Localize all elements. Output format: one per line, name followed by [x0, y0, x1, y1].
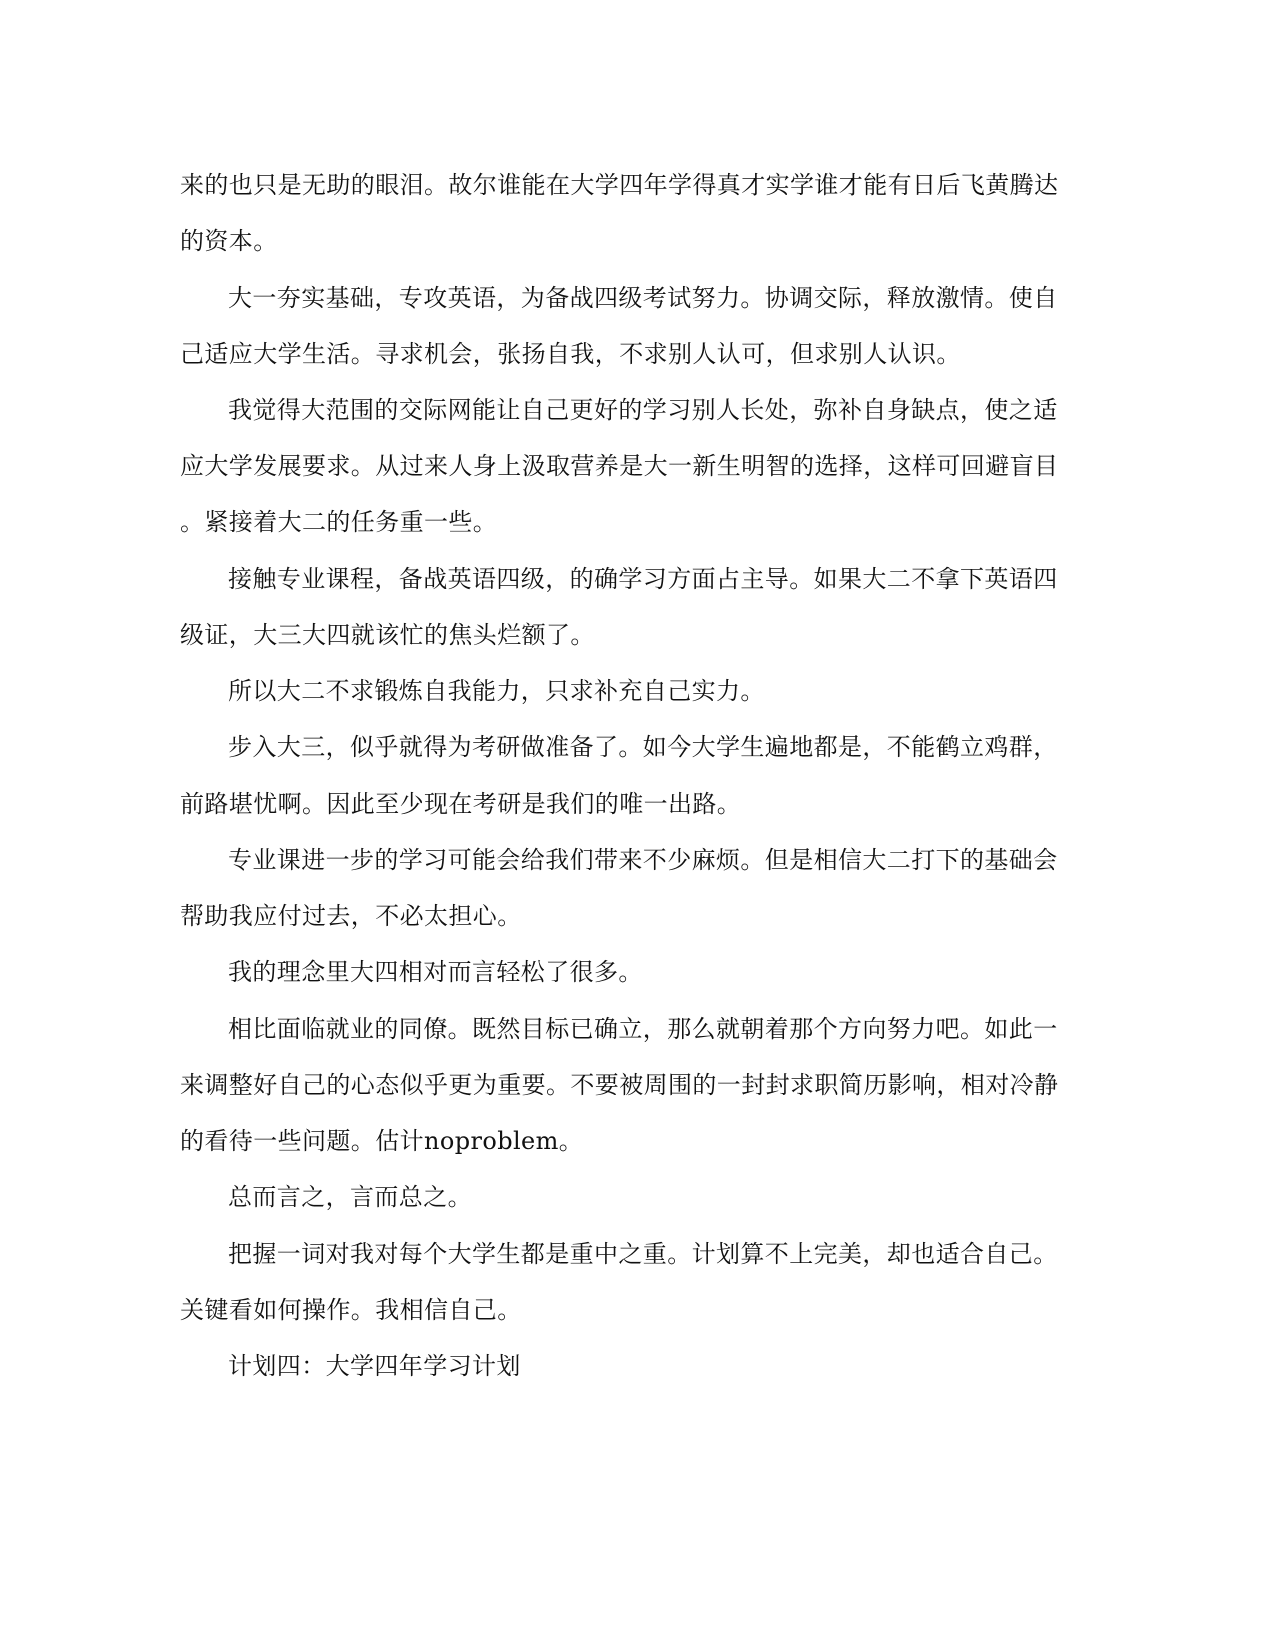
paragraph-start: 我觉得大范围的交际网能让自己更好的学习别人长处，弥补自身缺点，使之适	[228, 396, 1058, 424]
paragraph-start: 大一夯实基础，专攻英语，为备战四级考试努力。协调交际，释放激情。使自	[228, 284, 1058, 312]
text-line: 级证，大三大四就该忙的焦头烂额了。	[180, 621, 595, 649]
text-line: 的看待一些问题。估计noproblem。	[180, 1127, 584, 1155]
paragraph-start: 专业课进一步的学习可能会给我们带来不少麻烦。但是相信大二打下的基础会	[228, 846, 1058, 874]
paragraph-start: 我的理念里大四相对而言轻松了很多。	[228, 958, 643, 986]
section-heading: 计划四：大学四年学习计划	[228, 1352, 521, 1380]
paragraph-start: 总而言之，言而总之。	[228, 1183, 472, 1211]
text-line: 前路堪忧啊。因此至少现在考研是我们的唯一出路。	[180, 790, 742, 818]
text-line: 来的也只是无助的眼泪。故尔谁能在大学四年学得真才实学谁才能有日后飞黄腾达	[180, 171, 1059, 199]
text-line: 应大学发展要求。从过来人身上汲取营养是大一新生明智的选择，这样可回避盲目	[180, 452, 1059, 480]
text-line: 帮助我应付过去，不必太担心。	[180, 902, 522, 930]
text-line: 的资本。	[180, 227, 278, 255]
document-page	[180, 0, 1059, 1650]
paragraph-start: 相比面临就业的同僚。既然目标已确立，那么就朝着那个方向努力吧。如此一	[228, 1015, 1058, 1043]
paragraph-start: 接触专业课程，备战英语四级，的确学习方面占主导。如果大二不拿下英语四	[228, 565, 1058, 593]
paragraph-start: 把握一词对我对每个大学生都是重中之重。计划算不上完美，却也适合自己。	[228, 1240, 1058, 1268]
text-line: 来调整好自己的心态似乎更为重要。不要被周围的一封封求职简历影响，相对冷静	[180, 1071, 1059, 1099]
text-line: 关键看如何操作。我相信自己。	[180, 1296, 522, 1324]
text-line: 己适应大学生活。寻求机会，张扬自我，不求别人认可，但求别人认识。	[180, 340, 961, 368]
text-line: 。紧接着大二的任务重一些。	[180, 508, 498, 536]
paragraph-start: 步入大三，似乎就得为考研做准备了。如今大学生遍地都是，不能鹤立鸡群，	[228, 733, 1058, 761]
paragraph-start: 所以大二不求锻炼自我能力，只求补充自己实力。	[228, 677, 765, 705]
